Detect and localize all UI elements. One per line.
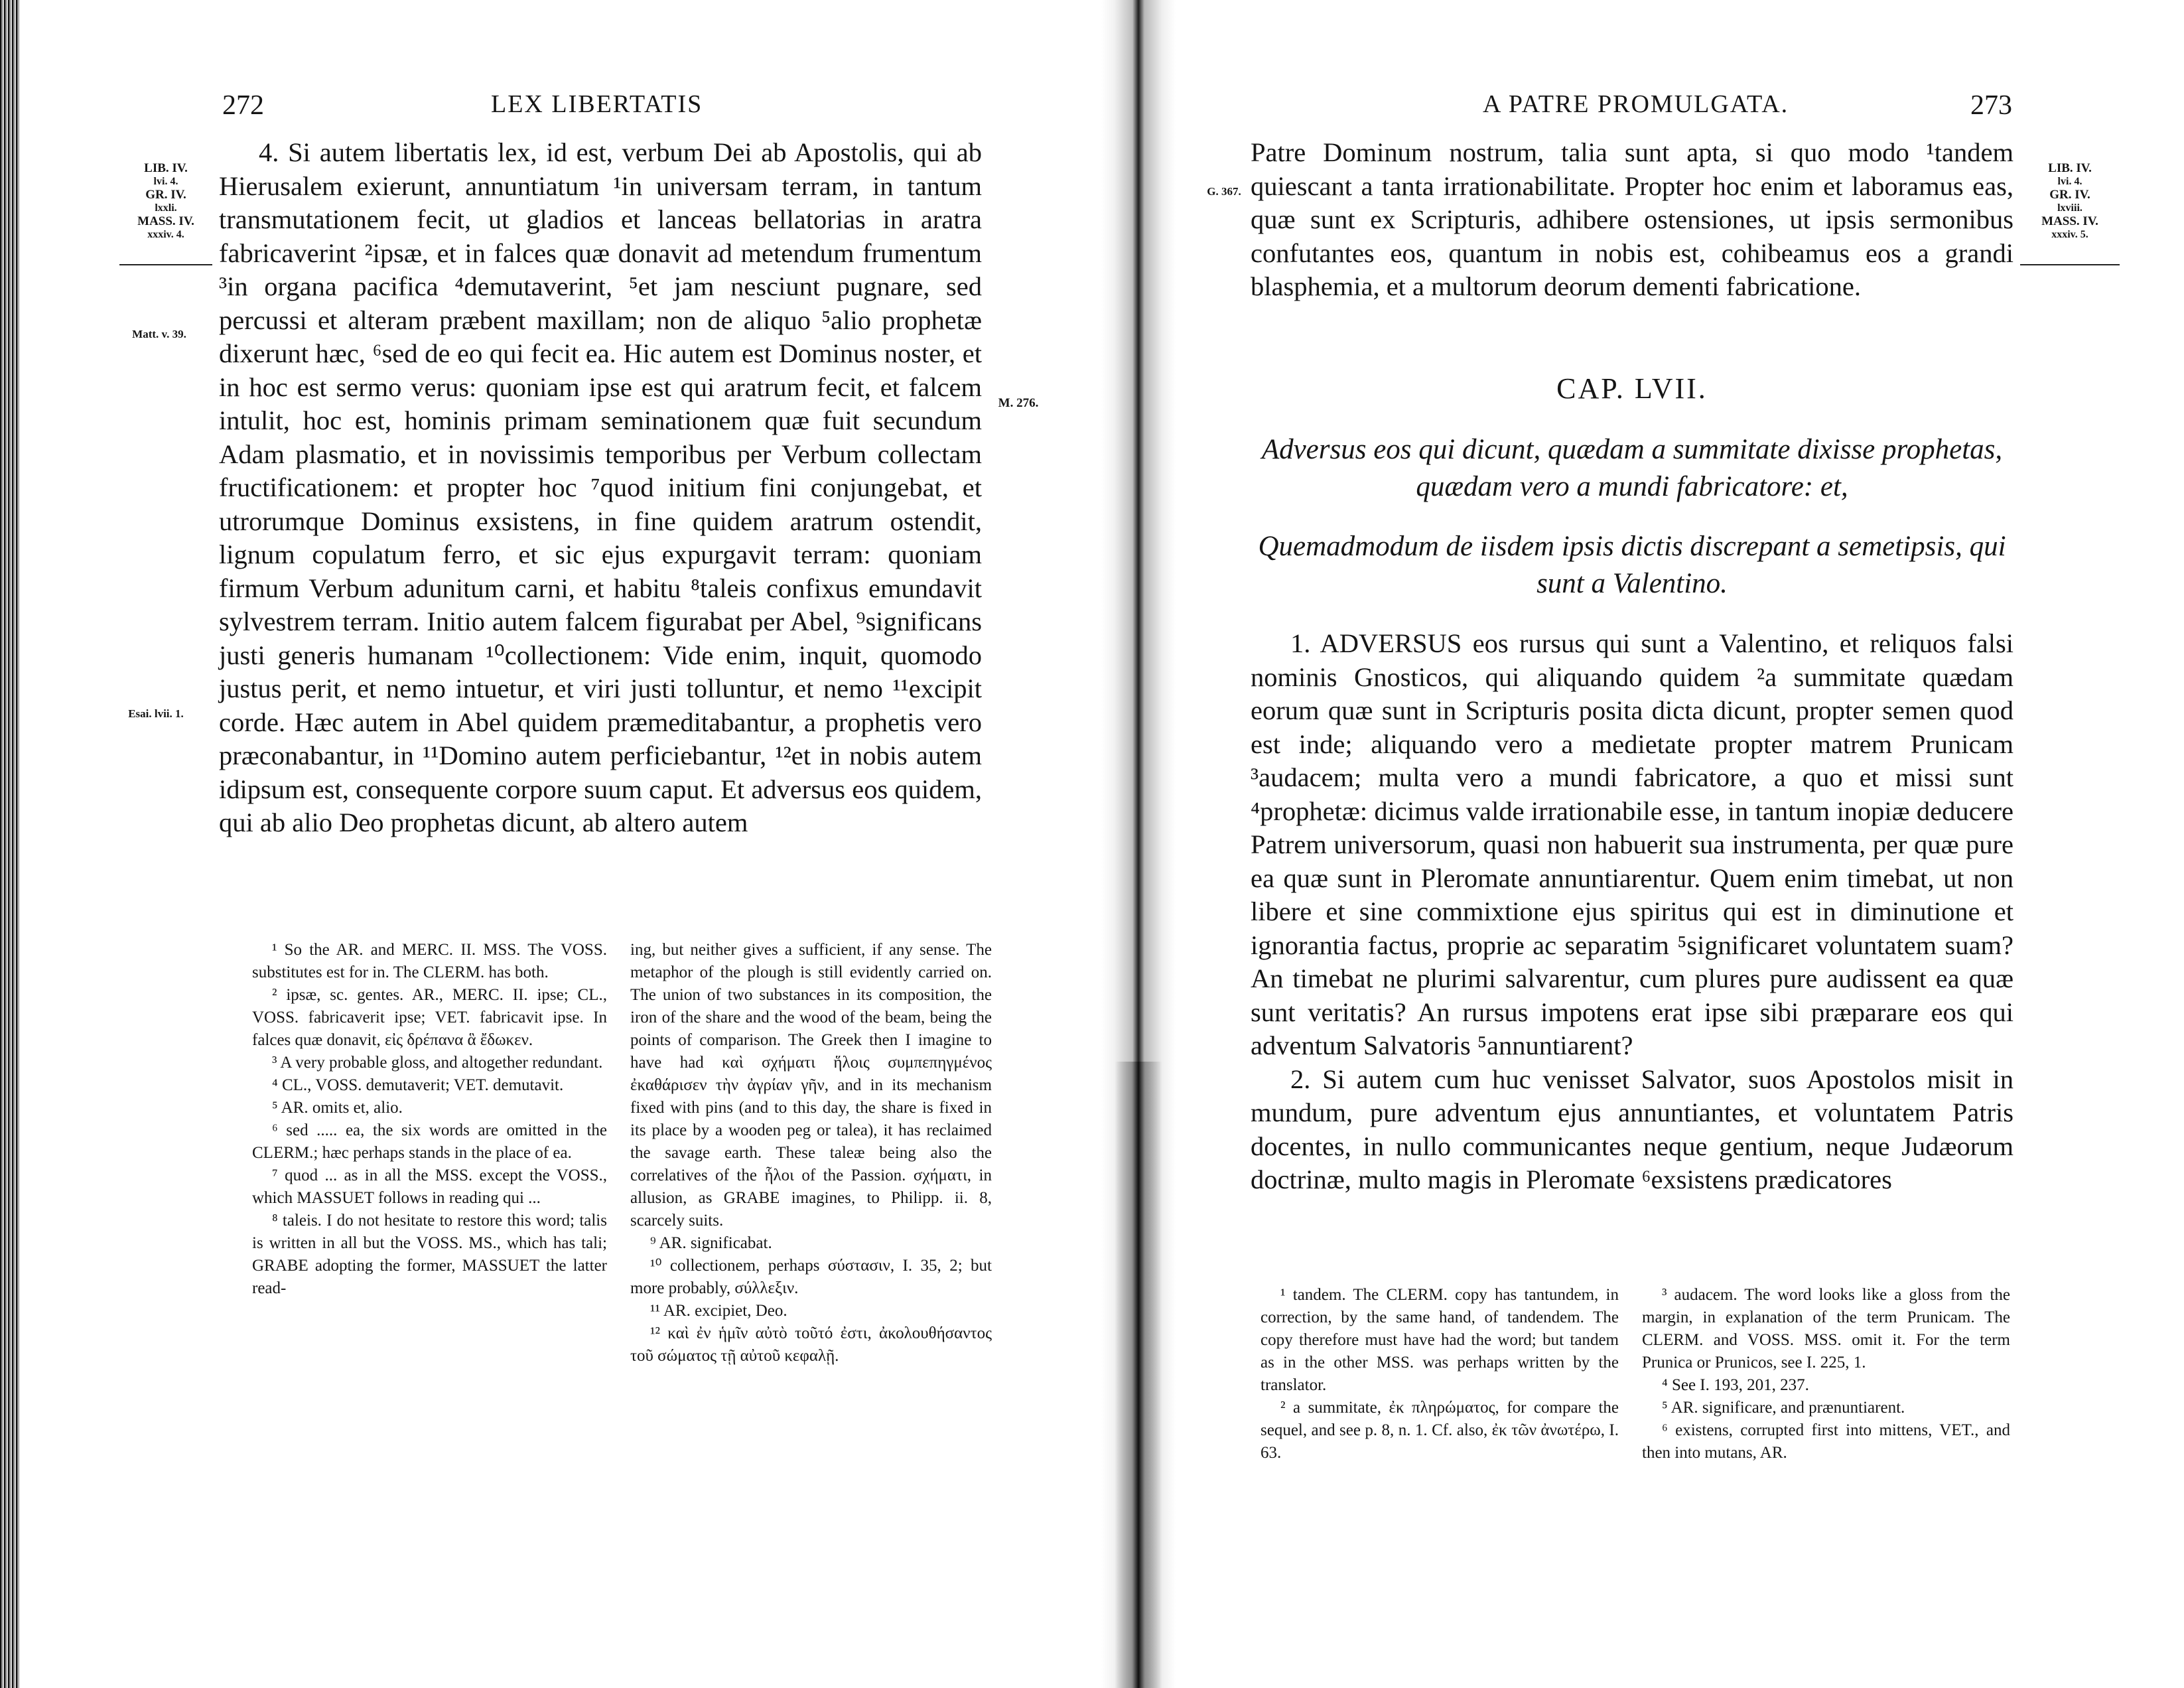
margin-line: MASS. IV. — [137, 214, 194, 228]
left-footnotes-col2 — [630, 939, 992, 1368]
book-edge — [0, 0, 20, 1688]
paragraph-1 — [1251, 627, 2013, 1063]
margin-line: lxviii. — [2057, 202, 2082, 214]
right-margin-reference — [2030, 161, 2110, 241]
margin-line: GR. IV. — [2049, 188, 2090, 202]
left-running-title: LEX LIBERTATIS — [491, 90, 703, 118]
right-running-title: A PATRE PROMULGATA. — [1483, 90, 1789, 118]
right-footnotes-col1 — [1261, 1284, 1619, 1464]
paragraph: 4. Si autem libertatis lex, id est, verbum Dei ab Apostolis, qui ab Hierusalem exierunt, annuntiatum ¹in universam terram, in tantum transmutationem fecit, ut gladios et lanceas bellatorias in aratra fabricaverint ²ipsæ, et in falces quæ donavit ad metendum frumentum ³in organa pacifica ⁴demutaverint, ⁵et jam nesciunt pugnare, sed percussi et alteram præbent maxillam; non de aliquo ⁵alio prophetæ dixerunt hæc, ⁶sed de eo qui fecit ea. Hic autem est Dominus noster, et in hoc est sermo verus: quoniam ipse est qui aratrum fecit, et falcem intulit, hoc est, hominis primam seminationem quæ fuit secundum Adam plasmatio, et in novissimis temporibus per Verbum collectam fructificationem: et propter hoc ⁷quod initium fini conjungebat, et utrorumque Dominus exsistens, in fine quidem aratrum ostendit, lignum copulatum ferro, et sic ejus expurgavit terram: quoniam firmum Verbum adunitum carni, et habitu ⁸taleis confixus emundavit sylvestrem terram. Initio autem falcem figurabat per Abel, ⁹significans justi generis humanam ¹⁰collectionem: Vide enim, inquit, quomodo justus perit, et nemo intuetur, et viri justi tolluntur, et nemo ¹¹excipit corde. Hæc autem in Abel quidem præmeditabantur, a prophetis vero præconabantur, in ¹¹Domino autem perficiebantur, ¹²et in nobis autem idipsum est, consequente corpore suum caput. Et adversus eos quidem, qui ab alio Deo prophetas dicunt, ab altero autem — [219, 137, 982, 837]
margin-line: LIB. IV. — [144, 161, 188, 175]
footnote: ¹ tandem. The CLERM. copy has tantundem, in correction, by the same hand, of tandendem. The copy therefore must have had the word; but tandem as in the other MSS. was perhaps written by the translator. — [1261, 1286, 1619, 1394]
margin-line: lvi. 4. — [2057, 176, 2082, 187]
margin-line: GR. IV. — [145, 188, 186, 202]
left-body-text — [219, 136, 982, 912]
margin-line: MASS. IV. — [2041, 214, 2098, 228]
margin-line: lxxli. — [155, 202, 177, 214]
footnote: ³ A very probable gloss, and altogether redundant. — [272, 1054, 603, 1072]
right-page-number: 273 — [1970, 90, 2012, 121]
margin-line: lvi. 4. — [153, 176, 178, 187]
margin-rule — [2020, 264, 2120, 265]
margin-matthew: Matt. v. 39. — [132, 328, 186, 340]
left-margin-reference — [126, 161, 206, 241]
left-footnotes-col1 — [252, 939, 607, 1300]
paragraph-text: eos rursus qui sunt a Valentino, et reliquos falsi nominis Gnosticos, qui aliquando quidem ²a summitate quædam eorum quæ sunt in Scripturis posita dicta dicunt, propter semen quod est inde; aliquando vero a medietate propter matrem Prunicam ³audacem; multa vero a mundi fabricatore, a quo et missi sunt ⁴prophetæ: dicimus valde irrationabile esse, in tantum inopiæ deducere Patrem universorum, quasi non habuerit sua instrumenta, per quæ pure ea quæ sunt in Pleromate annuntiarentur. Quem enim timebat, ut non libere et sine commixtione ejus spiritus qui est in diminutione et ignorantia factus, proprie ac separatim ⁵significaret voluntatem suam? An timebat ne plurimi salvarentur, cum plures pure audissent ea quæ sunt veritatis? An rursus impotens erat ipse sibi præparare eos qui adventum Salvatoris ⁵annuntiarent? — [1251, 628, 2013, 1060]
margin-line: LIB. IV. — [2048, 161, 2092, 175]
margin-g: G. 367. — [1207, 185, 1241, 198]
left-page-number: 272 — [222, 90, 264, 121]
footnote: ing, but neither gives a sufficient, if any sense. The metaphor of the plough is still evidently carried on. The union of two substances in its composition, the iron of the share and the wood of the beam, being the points of comparison. The Greek then I imagine to have had καὶ σχήματι ἥλοις συμπεπηγμένος ἐκαθάρισεν τὴν ἀγρίαν γῆν, and in its mechanism fixed with pins (and to this day, the share is fixed in its place by a wooden peg or talea), it has reclaimed the savage earth. These taleæ being also the correlatives of the ἧλοι of the Passion. σχήματι, in allusion, as GRABE imagines, to Philipp. ii. 8, scarcely suits. — [630, 941, 992, 1230]
paragraph-lead: 1. ADVERSUS — [1290, 628, 1462, 658]
footnote: ⁴ See I. 193, 201, 237. — [1662, 1376, 1809, 1394]
footnote: ² ipsæ, sc. gentes. AR., MERC. II. ipse; CL., VOSS. fabricaverit ipse; VET. fabricavit ipse. In falces quæ donavit, εἰς δρέπανα ἃ ἔδωκεν. — [252, 986, 607, 1049]
right-body-main — [1251, 627, 2013, 1197]
footnote: ¹² καὶ ἐν ἡμῖν αὐτὸ τοῦτό ἐστι, ἀκολουθήσαντος τοῦ σώματος τῇ αὐτοῦ κεφαλῇ. — [630, 1324, 992, 1365]
margin-m: M. 276. — [998, 396, 1039, 410]
chapter-subheading-2: Quemadmodum de iisdem ipsis dictis discrepant a semetipsis, qui sunt a Valentino. — [1258, 531, 2006, 599]
footnote: ⁹ AR. significabat. — [650, 1234, 772, 1252]
left-page — [33, 0, 1081, 1688]
footnote: ⁴ CL., VOSS. demutaverit; VET. demutavit. — [272, 1076, 564, 1094]
footnote: ⁵ AR. significare, and prænuntiarent. — [1662, 1399, 1905, 1417]
chapter-title: CAP. LVII. — [1556, 372, 1708, 405]
paragraph-2: 2. Si autem cum huc venisset Salvator, suos Apostolos misit in mundum, pure adventum ejus annuntiantes, et voluntatem Patris docentes, in nullo communicantes neque gentium, neque Judæorum doctrinæ, multo magis in Pleromate ⁶exsistens prædicatores — [1251, 1064, 2013, 1194]
footnote: ⁷ quod ... as in all the MSS. except the VOSS., which MASSUET follows in reading qui ... — [252, 1166, 607, 1207]
footnote: ¹¹ AR. excipiet, Deo. — [650, 1302, 787, 1320]
margin-line: xxxiv. 4. — [147, 229, 184, 240]
right-body-top — [1251, 136, 2013, 304]
chapter-subheading-1: Adversus eos qui dicunt, quædam a summitate dixisse prophetas, quædam vero a mundi fabricatore: et, — [1261, 434, 2003, 502]
margin-esai: Esai. lvii. 1. — [128, 707, 184, 720]
footnote: ⁸ taleis. I do not hesitate to restore this word; talis is written in all but the VOSS. MS., which has tali; GRABE adopting the former, MASSUET the latter read- — [252, 1212, 607, 1297]
book-gutter — [1101, 0, 1176, 1688]
paragraph: Patre Dominum nostrum, talia sunt apta, si quo modo ¹tandem quiescant a tanta irrationabilitate. Propter hoc enim et laboramus eas, quæ sunt ex Scripturis, adhibere ostensiones, ut ipsis sermonibus confutantes eos, quantum in nobis est, cohibeamus eos a grandi blasphemia, et a multorum deorum dementi fabricatione. — [1251, 137, 2013, 301]
footnote: ⁶ sed ..... ea, the six words are omitted in the CLERM.; hæc perhaps stands in the place of ea. — [252, 1121, 607, 1162]
footnote: ⁵ AR. omits et, alio. — [272, 1099, 403, 1117]
margin-rule — [119, 264, 212, 265]
margin-line: xxxiv. 5. — [2051, 229, 2088, 240]
footnote: ² a summitate, ἐκ πληρώματος, for compare the sequel, and see p. 8, n. 1. Cf. also, ἐκ τῶν ἀνωτέρω, I. 63. — [1261, 1399, 1619, 1462]
footnote: ³ audacem. The word looks like a gloss from the margin, in explanation of the term Prunicam. The CLERM. and VOSS. MSS. omit it. For the term Prunica or Prunicos, see I. 225, 1. — [1642, 1286, 2010, 1372]
footnote: ⁶ existens, corrupted first into mittens, VET., and then into mutans, AR. — [1642, 1421, 2010, 1462]
right-page — [1194, 0, 2169, 1688]
footnote: ¹ So the AR. and MERC. II. MSS. The VOSS. substitutes est for in. The CLERM. has both. — [252, 941, 607, 981]
right-footnotes-col2 — [1642, 1284, 2010, 1464]
footnote: ¹⁰ collectionem, perhaps σύστασιν, I. 35, 2; but more probably, σύλλεξιν. — [630, 1257, 992, 1297]
